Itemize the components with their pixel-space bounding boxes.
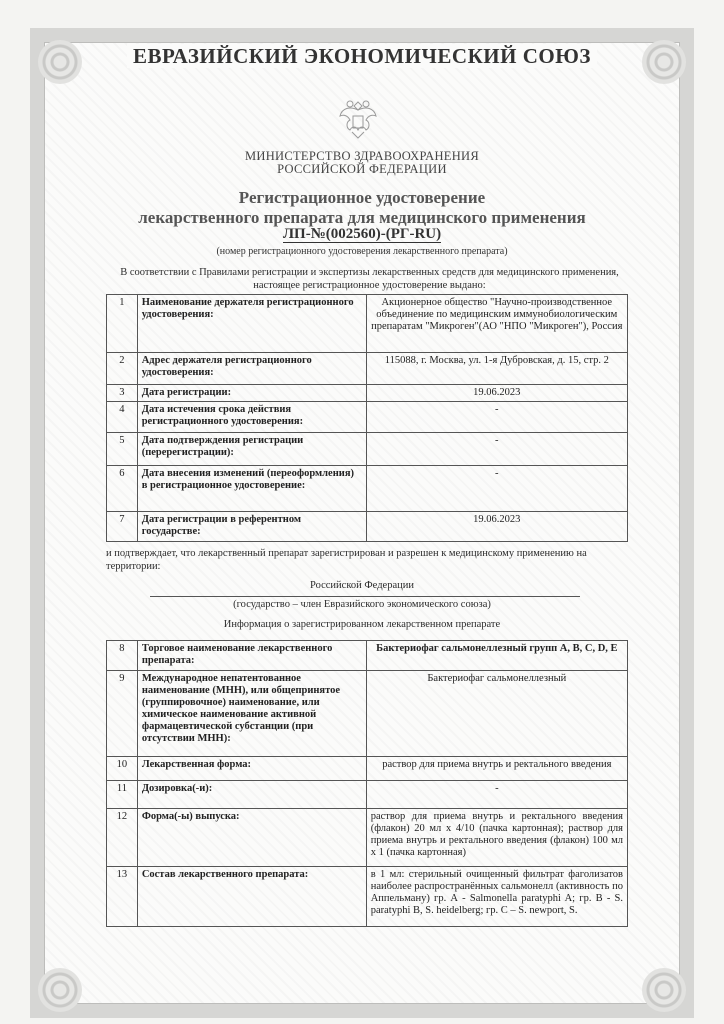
row-number: 2	[107, 353, 138, 385]
row-value: Бактериофаг сальмонеллезный групп A, B, C, D, E	[366, 641, 627, 671]
country-name: Российской Федерации	[310, 580, 414, 591]
document-title: Регистрационное удостоверение лекарственного препарата для медицинского применения	[138, 188, 586, 227]
row-value: -	[366, 781, 627, 809]
registration-number: ЛП-№(002560)-(РГ-RU)	[282, 226, 442, 242]
row-value: -	[366, 402, 627, 433]
row-label: Дозировка(-и):	[137, 781, 366, 809]
coat-of-arms-icon	[336, 96, 380, 142]
row-number: 12	[107, 809, 138, 867]
row-label: Международное непатентованное наименование (МНН), или общепринятое (группировочное) наименование, или химическое наименование активной фармацевтической субстанции (при отсутствии МНН):	[137, 671, 366, 757]
row-label: Дата регистрации:	[137, 385, 366, 402]
row-number: 4	[107, 402, 138, 433]
table-row	[107, 466, 628, 512]
row-label: Дата регистрации в референтном государстве:	[137, 512, 366, 542]
country-underline	[150, 596, 580, 597]
corner-rosette	[38, 968, 82, 1012]
table-row	[107, 781, 628, 809]
table-row	[107, 641, 628, 671]
row-label: Лекарственная форма:	[137, 757, 366, 781]
table-row	[107, 295, 628, 353]
row-label: Торговое наименование лекарственного препарата:	[137, 641, 366, 671]
row-label: Дата внесения изменений (переоформления) в регистрационное удостоверение:	[137, 466, 366, 512]
row-number: 7	[107, 512, 138, 542]
row-value: 115088, г. Москва, ул. 1-я Дубровская, д. 15, стр. 2	[366, 353, 627, 385]
country-caption: (государство – член Евразийского экономического союза)	[233, 599, 491, 610]
row-value: 19.06.2023	[366, 385, 627, 402]
table-row	[107, 671, 628, 757]
row-number: 8	[107, 641, 138, 671]
table-row	[107, 385, 628, 402]
table-row	[107, 867, 628, 927]
table-row	[107, 512, 628, 542]
row-label: Адрес держателя регистрационного удостоверения:	[137, 353, 366, 385]
row-value: раствор для приема внутрь и ректального введения	[366, 757, 627, 781]
info-heading: Информация о зарегистрированном лекарственном препарате	[223, 619, 501, 630]
row-label: Дата подтверждения регистрации (перерегистрации):	[137, 433, 366, 466]
holder-info-table	[106, 294, 628, 542]
confirmation-text: и подтверждает, что лекарственный препарат зарегистрирован и разрешен к медицинскому применению на территории:	[106, 548, 587, 572]
row-number: 13	[107, 867, 138, 927]
row-value: Бактериофаг сальмонеллезный	[366, 671, 627, 757]
table-row	[107, 757, 628, 781]
row-number: 6	[107, 466, 138, 512]
row-number: 1	[107, 295, 138, 353]
row-value: раствор для приема внутрь и ректального введения (флакон) 20 мл х 4/10 (пачка картонная); раствор для приема внутрь и ректального введения (флакон) 100 мл х 1 (пачка картонная)	[366, 809, 627, 867]
row-value: -	[366, 466, 627, 512]
row-value: Акционерное общество "Научно-производственное объединение по медицинским иммунобиологическим препаратам "Микроген"(АО "НПО "Микроген"), Россия	[366, 295, 627, 353]
corner-rosette	[642, 968, 686, 1012]
row-label: Состав лекарственного препарата:	[137, 867, 366, 927]
row-number: 9	[107, 671, 138, 757]
union-heading: ЕВРАЗИЙСКИЙ ЭКОНОМИЧЕСКИЙ СОЮЗ	[0, 44, 724, 69]
row-label: Дата истечения срока действия регистрационного удостоверения:	[137, 402, 366, 433]
intro-text: В соответствии с Правилами регистрации и экспертизы лекарственных средств для медицинского применения, настоящее регистрационное удостоверение выдано:	[120, 267, 619, 291]
row-number: 5	[107, 433, 138, 466]
row-value: в 1 мл: стерильный очищенный фильтрат фаголизатов наиболее распространённых сальмонелл (активность по Аппельману) гр. А - Salmonella paratyphi A; гр. В - S. paratyphi B, S. heidelberg; гр. С – S. newport, S.	[366, 867, 627, 927]
row-label: Наименование держателя регистрационного удостоверения:	[137, 295, 366, 353]
table-row	[107, 809, 628, 867]
row-value: -	[366, 433, 627, 466]
row-label: Форма(-ы) выпуска:	[137, 809, 366, 867]
row-number: 11	[107, 781, 138, 809]
table-row	[107, 433, 628, 466]
product-info-table	[106, 640, 628, 927]
table-row	[107, 353, 628, 385]
row-number: 3	[107, 385, 138, 402]
table-row	[107, 402, 628, 433]
ministry-name: МИНИСТЕРСТВО ЗДРАВООХРАНЕНИЯ РОССИЙСКОЙ ФЕДЕРАЦИИ	[244, 149, 480, 176]
row-value: 19.06.2023	[366, 512, 627, 542]
row-number: 10	[107, 757, 138, 781]
registration-number-caption: (номер регистрационного удостоверения лекарственного препарата)	[216, 246, 508, 257]
